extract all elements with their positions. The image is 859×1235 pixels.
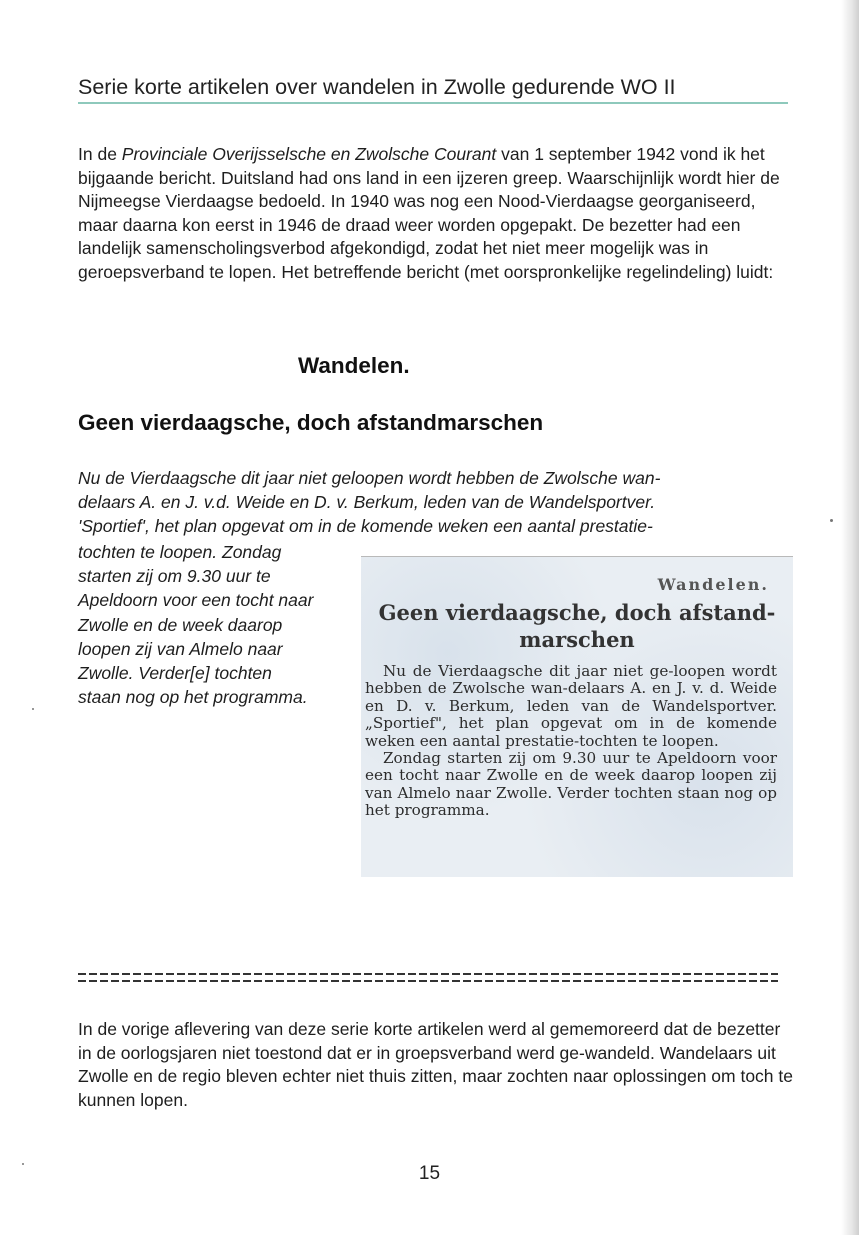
- clipping-paragraph: Nu de Vierdaagsche dit jaar niet ge-loopen wordt hebben de Zwolsche wan-delaars A. en J. v. d. Weide en D. v. Berkum, leden van de Wandelsportver. „Sportief", het plan opgevat om in de komende weken een aantal prestatie-tochten te loopen.: [365, 662, 777, 750]
- clipping-body: [365, 663, 777, 820]
- intro-paragraph: [78, 143, 798, 285]
- quote-side-column: [78, 540, 368, 709]
- quote-line: Nu de Vierdaagsche dit jaar niet geloopen wordt hebben de Zwolsche wan-: [78, 468, 661, 488]
- clipping-paragraph: Zondag starten zij om 9.30 uur te Apeldoorn voor een tocht naar Zwolle en de week daarop loopen zij van Almelo naar Zwolle. Verder tochten staan nog op het programma.: [365, 749, 777, 820]
- quote-line: Zwolle. Verder[e] tochten: [78, 663, 272, 684]
- quote-line: starten zij om 9.30 uur te: [78, 566, 271, 587]
- clipping-header: Wandelen.: [657, 575, 769, 594]
- quote-line: staan nog op het programma.: [78, 687, 308, 708]
- scan-speck: [830, 519, 833, 522]
- quote-line: 'Sportief', het plan opgevat om in de komende weken een aantal prestatie-: [78, 516, 653, 537]
- quote-line: Apeldoorn voor een tocht naar: [78, 590, 314, 611]
- clipping-title-line: marschen: [519, 627, 635, 652]
- double-dash-separator: [78, 973, 778, 985]
- quote-line: Zwolle en de week daarop: [78, 614, 283, 635]
- scan-speck: [32, 708, 34, 710]
- clipping-title: [365, 599, 789, 653]
- intro-post: van 1 september 1942 vond ik het bijgaande bericht. Duitsland had ons land in een ijzeren greep. Waarschijnlijk wordt hier de Nijmeegse Vierdaagse bedoeld. In 1940 was nog een Nood-Vierdaagse georganiseerd, maar daarna kon eerst in 1946 de draad weer worden opgepakt. De bezetter had een landelijk samenscholingsverbod afgekondigd, zodat het niet meer mogelijk was in geroepsverband te lopen. Het betreffende bericht (met oorspronkelijke regelindeling) luidt:: [78, 144, 780, 282]
- series-title: Serie korte artikelen over wandelen in Zwolle gedurende WO II: [78, 74, 788, 104]
- intro-pre: In de: [78, 144, 122, 164]
- outro-paragraph: In de vorige aflevering van deze serie korte artikelen werd al gememoreerd dat de bezetter in de oorlogsjaren niet toestond dat er in groepsverband werd ge-wandeld. Wandelaars uit Zwolle en de regio bleven echter niet thuis zitten, maar zochten naar oplossingen om toch te kunnen lopen.: [78, 1019, 793, 1110]
- page-number: 15: [418, 1163, 441, 1184]
- section-heading: Wandelen.: [298, 353, 410, 378]
- article-heading: Geen vierdaagsche, doch afstandmarschen: [78, 410, 544, 435]
- quote-full-width: [78, 466, 798, 539]
- quote-line: loopen zij van Almelo naar: [78, 638, 283, 659]
- scan-speck: [22, 1163, 24, 1165]
- page-edge-shadow: [841, 0, 859, 1235]
- newspaper-name: Provinciale Overijsselsche en Zwolsche Courant: [121, 144, 497, 164]
- quote-line: tochten te loopen. Zondag: [78, 542, 282, 562]
- newspaper-clipping: [361, 556, 793, 877]
- quote-line: delaars A. en J. v.d. Weide en D. v. Berkum, leden van de Wandelsportver.: [78, 492, 656, 513]
- clipping-title-line: Geen vierdaagsche, doch afstand-: [378, 600, 776, 625]
